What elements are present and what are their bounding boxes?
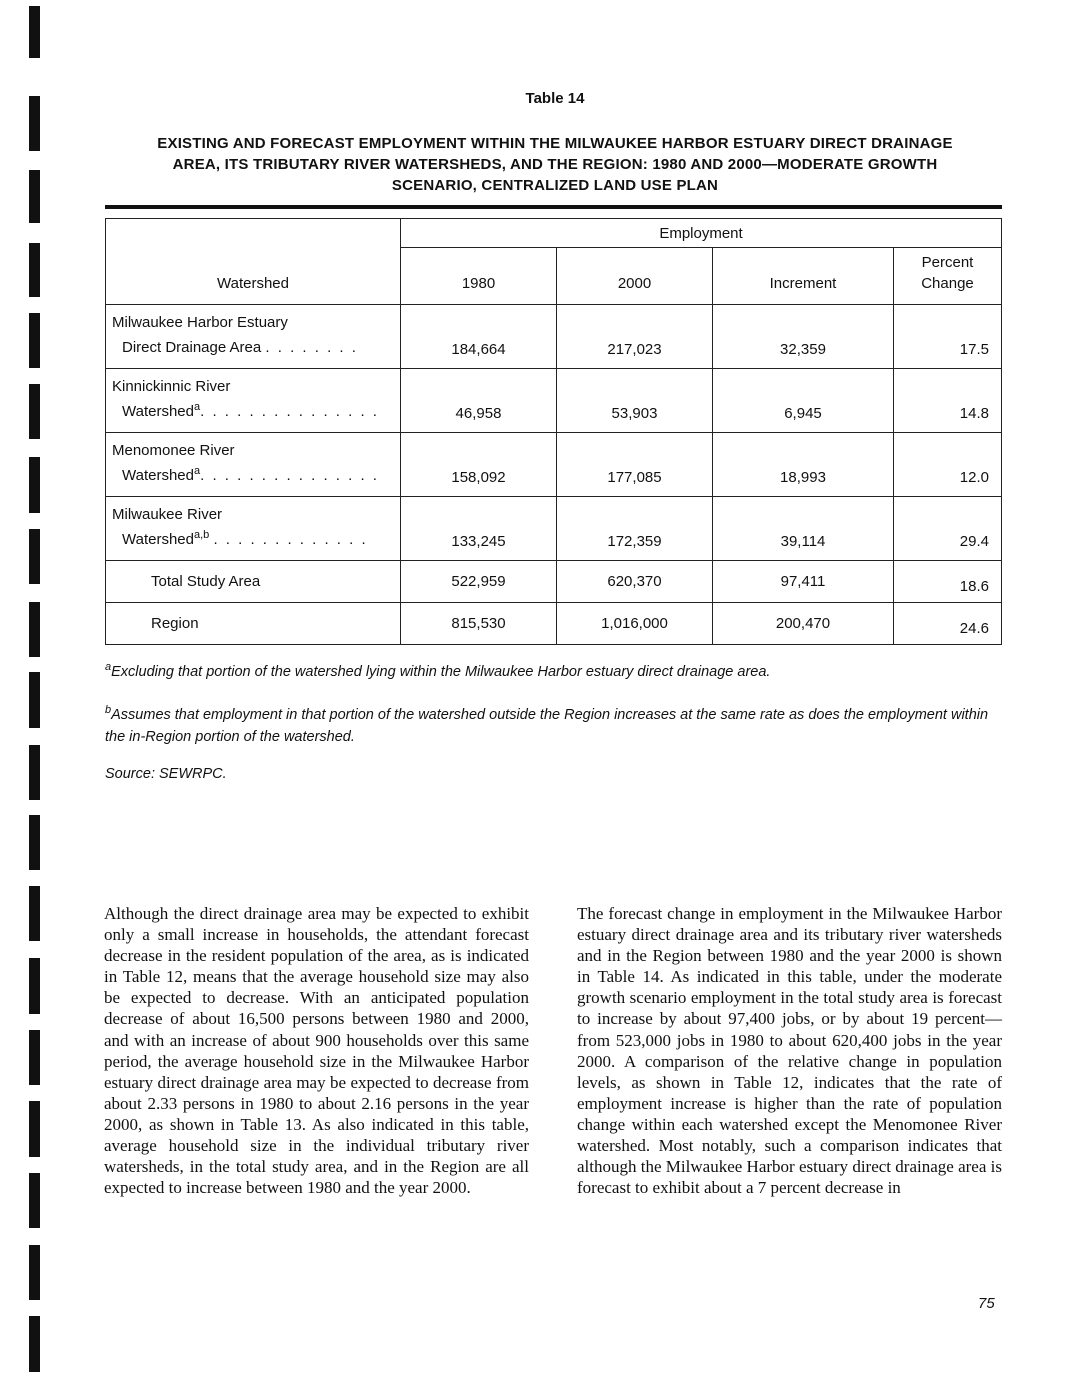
table-row bbox=[106, 369, 1002, 433]
binding-bar bbox=[29, 815, 40, 870]
cell-2000: 1,016,000 bbox=[557, 603, 713, 645]
cell-1980: 158,092 bbox=[401, 433, 557, 497]
footnote-a: $^a$Excluding that portion of the watershed lying within the Milwaukee Harbor estuary direct drainage area. bbox=[105, 661, 771, 680]
cell-2000: 217,023 bbox=[557, 305, 713, 369]
binding-bar bbox=[29, 958, 40, 1014]
binding-bar bbox=[29, 1101, 40, 1157]
cell-1980: 133,245 bbox=[401, 497, 557, 561]
row-label: Milwaukee River Watershed$^{a,b}$ . . . . . . . . . . . . . bbox=[106, 497, 401, 561]
page-number: 75 bbox=[978, 1295, 995, 1312]
row-label: Region bbox=[106, 603, 401, 645]
binding-bar bbox=[29, 243, 40, 297]
table-title: EXISTING AND FORECAST EMPLOYMENT WITHIN THE MILWAUKEE HARBOR ESTUARY DIRECT DRAINAGE AREA, ITS TRIBUTARY RIVER WATERSHEDS, AND THE REGION: 1980 AND 2000—MODERATE GROWTH SCENARIO, CENTRALIZED LAND USE PLAN bbox=[157, 135, 953, 194]
binding-bar bbox=[29, 745, 40, 800]
cell-2000: 620,370 bbox=[557, 561, 713, 603]
binding-bar bbox=[29, 1173, 40, 1228]
table-row bbox=[106, 497, 1002, 561]
cell-percent: 18.6 bbox=[894, 561, 1002, 603]
row-label: Menomonee River Watershed$^a$. . . . . . . . . . . . . . . bbox=[106, 433, 401, 497]
binding-bar bbox=[29, 529, 40, 584]
cell-increment: 6,945 bbox=[713, 369, 894, 433]
total-row bbox=[106, 561, 1002, 603]
binding-bar bbox=[29, 602, 40, 657]
cell-1980: 815,530 bbox=[401, 603, 557, 645]
table-label: Table 14 bbox=[525, 90, 585, 107]
header-percent-change: Percent Change bbox=[894, 248, 1002, 305]
row-label: Milwaukee Harbor Estuary Direct Drainage Area . . . . . . . . bbox=[106, 305, 401, 369]
table-row bbox=[106, 433, 1002, 497]
binding-bar bbox=[29, 170, 40, 223]
body-text-left: Although the direct drainage area may be expected to exhibit only a small increase in households, the attendant forecast decrease in the resident population of the area, as is indicated in Table 12, means that the average household size may also be expected to decrease. With an anticipated population decrease of about 16,500 persons between 1980 and 2000, and with an increase of about 900 households over this same period, the average household size in the Milwaukee Harbor estuary direct drainage area may be expected to decrease from about 2.33 persons in 1980 to about 2.16 persons in the year 2000, as shown in Table 13. As also indicated in this table, average household size in the individual tributary river watersheds, in the total study area, and in the Region are all expected to increase between 1980 and the year 2000. bbox=[104, 904, 529, 1198]
binding-bar bbox=[29, 1316, 40, 1372]
header-2000: 2000 bbox=[557, 248, 713, 305]
region-row bbox=[106, 603, 1002, 645]
binding-bar bbox=[29, 672, 40, 728]
cell-percent: 14.8 bbox=[894, 369, 1002, 433]
title-rule bbox=[105, 205, 1002, 209]
cell-percent: 24.6 bbox=[894, 603, 1002, 645]
cell-1980: 522,959 bbox=[401, 561, 557, 603]
binding-bar bbox=[29, 313, 40, 368]
employment-table bbox=[105, 218, 1002, 645]
cell-2000: 172,359 bbox=[557, 497, 713, 561]
header-increment: Increment bbox=[713, 248, 894, 305]
cell-percent: 12.0 bbox=[894, 433, 1002, 497]
footnote-b: $^b$Assumes that employment in that portion of the watershed outside the Region increases at the same rate as does the employment within the in-Region portion of the watershed. bbox=[105, 704, 989, 745]
row-label: Total Study Area bbox=[106, 561, 401, 603]
body-text-right: The forecast change in employment in the Milwaukee Harbor estuary direct drainage area and its tributary river watersheds and in the Region between 1980 and the year 2000 is shown in Table 14. As indicated in this table, under the moderate growth scenario employment in the total study area is forecast to increase by about 97,400 jobs, or by about 19 percent—from 523,000 jobs in 1980 to about 620,400 jobs in the year 2000. A comparison of the relative change in population levels, as shown in Table 12, indicates that the rate of employment increase is higher than the rate of population change within each watershed except the Menomonee River watershed. Most notably, such a comparison indicates that although the Milwaukee Harbor estuary direct drainage area is forecast to exhibit about a 7 percent decrease in bbox=[577, 904, 1002, 1198]
cell-increment: 97,411 bbox=[713, 561, 894, 603]
cell-increment: 200,470 bbox=[713, 603, 894, 645]
cell-2000: 177,085 bbox=[557, 433, 713, 497]
cell-1980: 46,958 bbox=[401, 369, 557, 433]
header-watershed: Watershed bbox=[106, 219, 401, 305]
binding-bar bbox=[29, 1245, 40, 1300]
cell-1980: 184,664 bbox=[401, 305, 557, 369]
table-row bbox=[106, 305, 1002, 369]
row-label: Kinnickinnic River Watershed$^a$. . . . . . . . . . . . . . . bbox=[106, 369, 401, 433]
cell-increment: 39,114 bbox=[713, 497, 894, 561]
binding-bar bbox=[29, 384, 40, 439]
cell-percent: 29.4 bbox=[894, 497, 1002, 561]
binding-bar bbox=[29, 6, 40, 58]
binding-bar bbox=[29, 1030, 40, 1085]
header-1980: 1980 bbox=[401, 248, 557, 305]
binding-bar bbox=[29, 457, 40, 513]
cell-increment: 18,993 bbox=[713, 433, 894, 497]
cell-percent: 17.5 bbox=[894, 305, 1002, 369]
cell-2000: 53,903 bbox=[557, 369, 713, 433]
header-employment: Employment bbox=[401, 219, 1002, 248]
source-note: Source: SEWRPC. bbox=[105, 766, 227, 782]
binding-bar bbox=[29, 886, 40, 941]
cell-increment: 32,359 bbox=[713, 305, 894, 369]
